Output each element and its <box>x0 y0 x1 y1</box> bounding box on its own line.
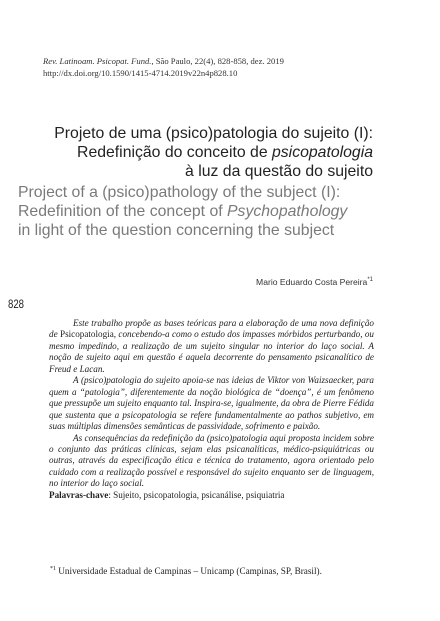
title-en-line-2 <box>18 202 378 221</box>
page-number: 828 <box>8 297 25 311</box>
abstract-p1-term: Psicopatologia <box>60 329 114 340</box>
title-en-line-2-italic: Psychopathology <box>227 203 348 221</box>
footnote <box>50 566 390 576</box>
abstract-paragraph-3: As consequências da redefinição da (psico)patologia aqui proposta incidem sobre o conjunto das práticas clínicas, sejam elas psicanalíticas, médico-psiquiátricas ou outras, através da especificação ética e técnica do tratamento, agora orientado pelo cuidado com a realização possível e responsável do sujeito enquanto ser de linguagem, no interior do laço social. <box>49 432 374 489</box>
title-en-line-2-text: Redefinition of the concept of <box>18 203 228 221</box>
title-pt-line-1: Projeto de uma (psico)patologia do sujeito (I): <box>54 125 373 142</box>
title-pt-line-2-text: Redefinição do conceito de <box>77 144 272 162</box>
citation-block <box>43 56 403 79</box>
title-en-line-3: in light of the question concerning the subject <box>18 222 335 240</box>
journal-name: Rev. Latinoam. Psicopat. Fund. <box>43 56 152 66</box>
author <box>256 277 373 287</box>
abstract-paragraph-1 <box>49 318 374 375</box>
abstract-p1-text-a: Este trabalho propõe as bases teóricas para a elaboração de uma nova definição de <box>49 318 374 340</box>
abstract-p1-text-c: , concebendo-a como o estudo dos impasses mórbidos perturbando, ou mesmo impedindo, a realização de um sujeito singular no interior do laço social. A noção de sujeito aqui em questão é aquela decorrente do pensamento psicanalítico de Freud e Lacan. <box>49 329 374 374</box>
keywords <box>49 490 374 501</box>
keywords-text: : Sujeito, psicopatologia, psicanálise, psiquiatria <box>108 489 285 500</box>
keywords-label: Palavras-chave <box>49 489 109 500</box>
footnote-mark: *1 <box>50 566 56 572</box>
citation-journal-line <box>43 56 403 68</box>
abstract-paragraph-2: A (psico)patologia do sujeito apoia-se nas ideias de Viktor von Waizsaecker, para quem a “patologia”, diferentemente da noção biológica de “doença”, é um fenômeno que pressupõe um sujeito enquanto tal. Inspira-se, igualmente, da obra de Pierre Fédida que sustenta que a psicopatologia se refere fundamentalmente ao pathos subjetivo, em suas múltiplas dimensões semânticas de passividade, sofrimento e paixão. <box>49 375 374 432</box>
title-pt-line-2-italic: psicopatologia <box>272 144 373 162</box>
author-name: Mario Eduardo Costa Pereira <box>256 277 368 287</box>
title-pt-line-2 <box>13 143 373 162</box>
title-portuguese <box>13 124 373 182</box>
title-pt-line-3: à luz da questão do sujeito <box>185 163 373 181</box>
abstract <box>49 318 374 501</box>
journal-details: , São Paulo, 22(4), 828-858, dez. 2019 <box>151 56 284 66</box>
doi-link[interactable]: http://dx.doi.org/10.1590/1415-4714.2019v22n4p828.10 <box>43 67 238 78</box>
author-footnote-mark[interactable]: *1 <box>367 277 373 284</box>
footnote-text: Universidade Estadual de Campinas – Unicamp (Campinas, SP, Brasil). <box>56 566 322 577</box>
title-en-line-1: Project of a (psico)pathology of the subject (I): <box>18 184 341 201</box>
title-english <box>18 183 378 241</box>
